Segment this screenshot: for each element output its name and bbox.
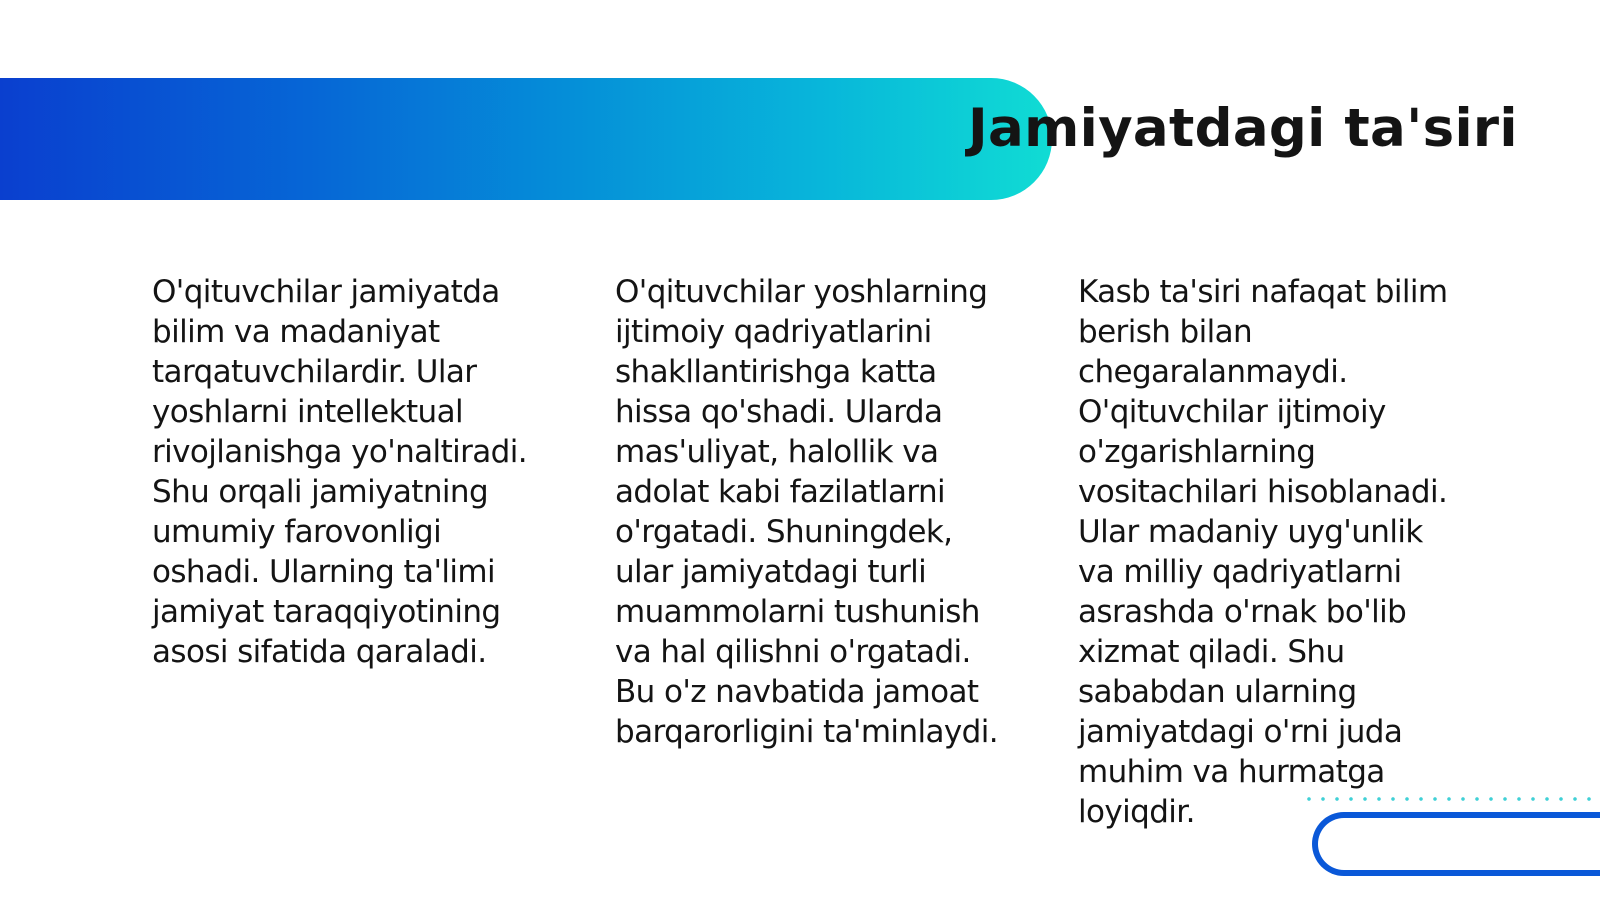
title-gradient-band (0, 78, 1052, 200)
slide-title: Jamiyatdagi ta'siri (968, 98, 1518, 159)
text-column-3: Kasb ta'siri nafaqat bilim berish bilan chegaralanmaydi. O'qituvchilar ijtimoiy o'zgarishlarning vositachilari hisoblanadi. Ular madaniy uyg'unlik va milliy qadriyatlarni asrashda o'rnak bo'lib xizmat qiladi. Shu sababdan ularning jamiyatdagi o'rni juda muhim va hurmatga loyiqdir. (1078, 274, 1448, 830)
text-column-1: O'qituvchilar jamiyatda bilim va madaniyat tarqatuvchilardir. Ular yoshlarni intellektual rivojlanishga yo'naltiradi. Shu orqali jamiyatning umumiy farovonligi oshadi. Ularning ta'limi jamiyat taraqqiyotining asosi sifatida qaraladi. (152, 274, 528, 670)
text-column-2: O'qituvchilar yoshlarning ijtimoiy qadriyatlarini shakllantirishga katta hissa qo'shadi. Ularda mas'uliyat, halollik va adolat kabi fazilatlarni o'rgatadi. Shuningdek, ular jamiyatdagi turli muammolarni tushunish va hal qilishni o'rgatadi. Bu o'z navbatida jamoat barqarorligini ta'minlaydi. (615, 274, 998, 750)
